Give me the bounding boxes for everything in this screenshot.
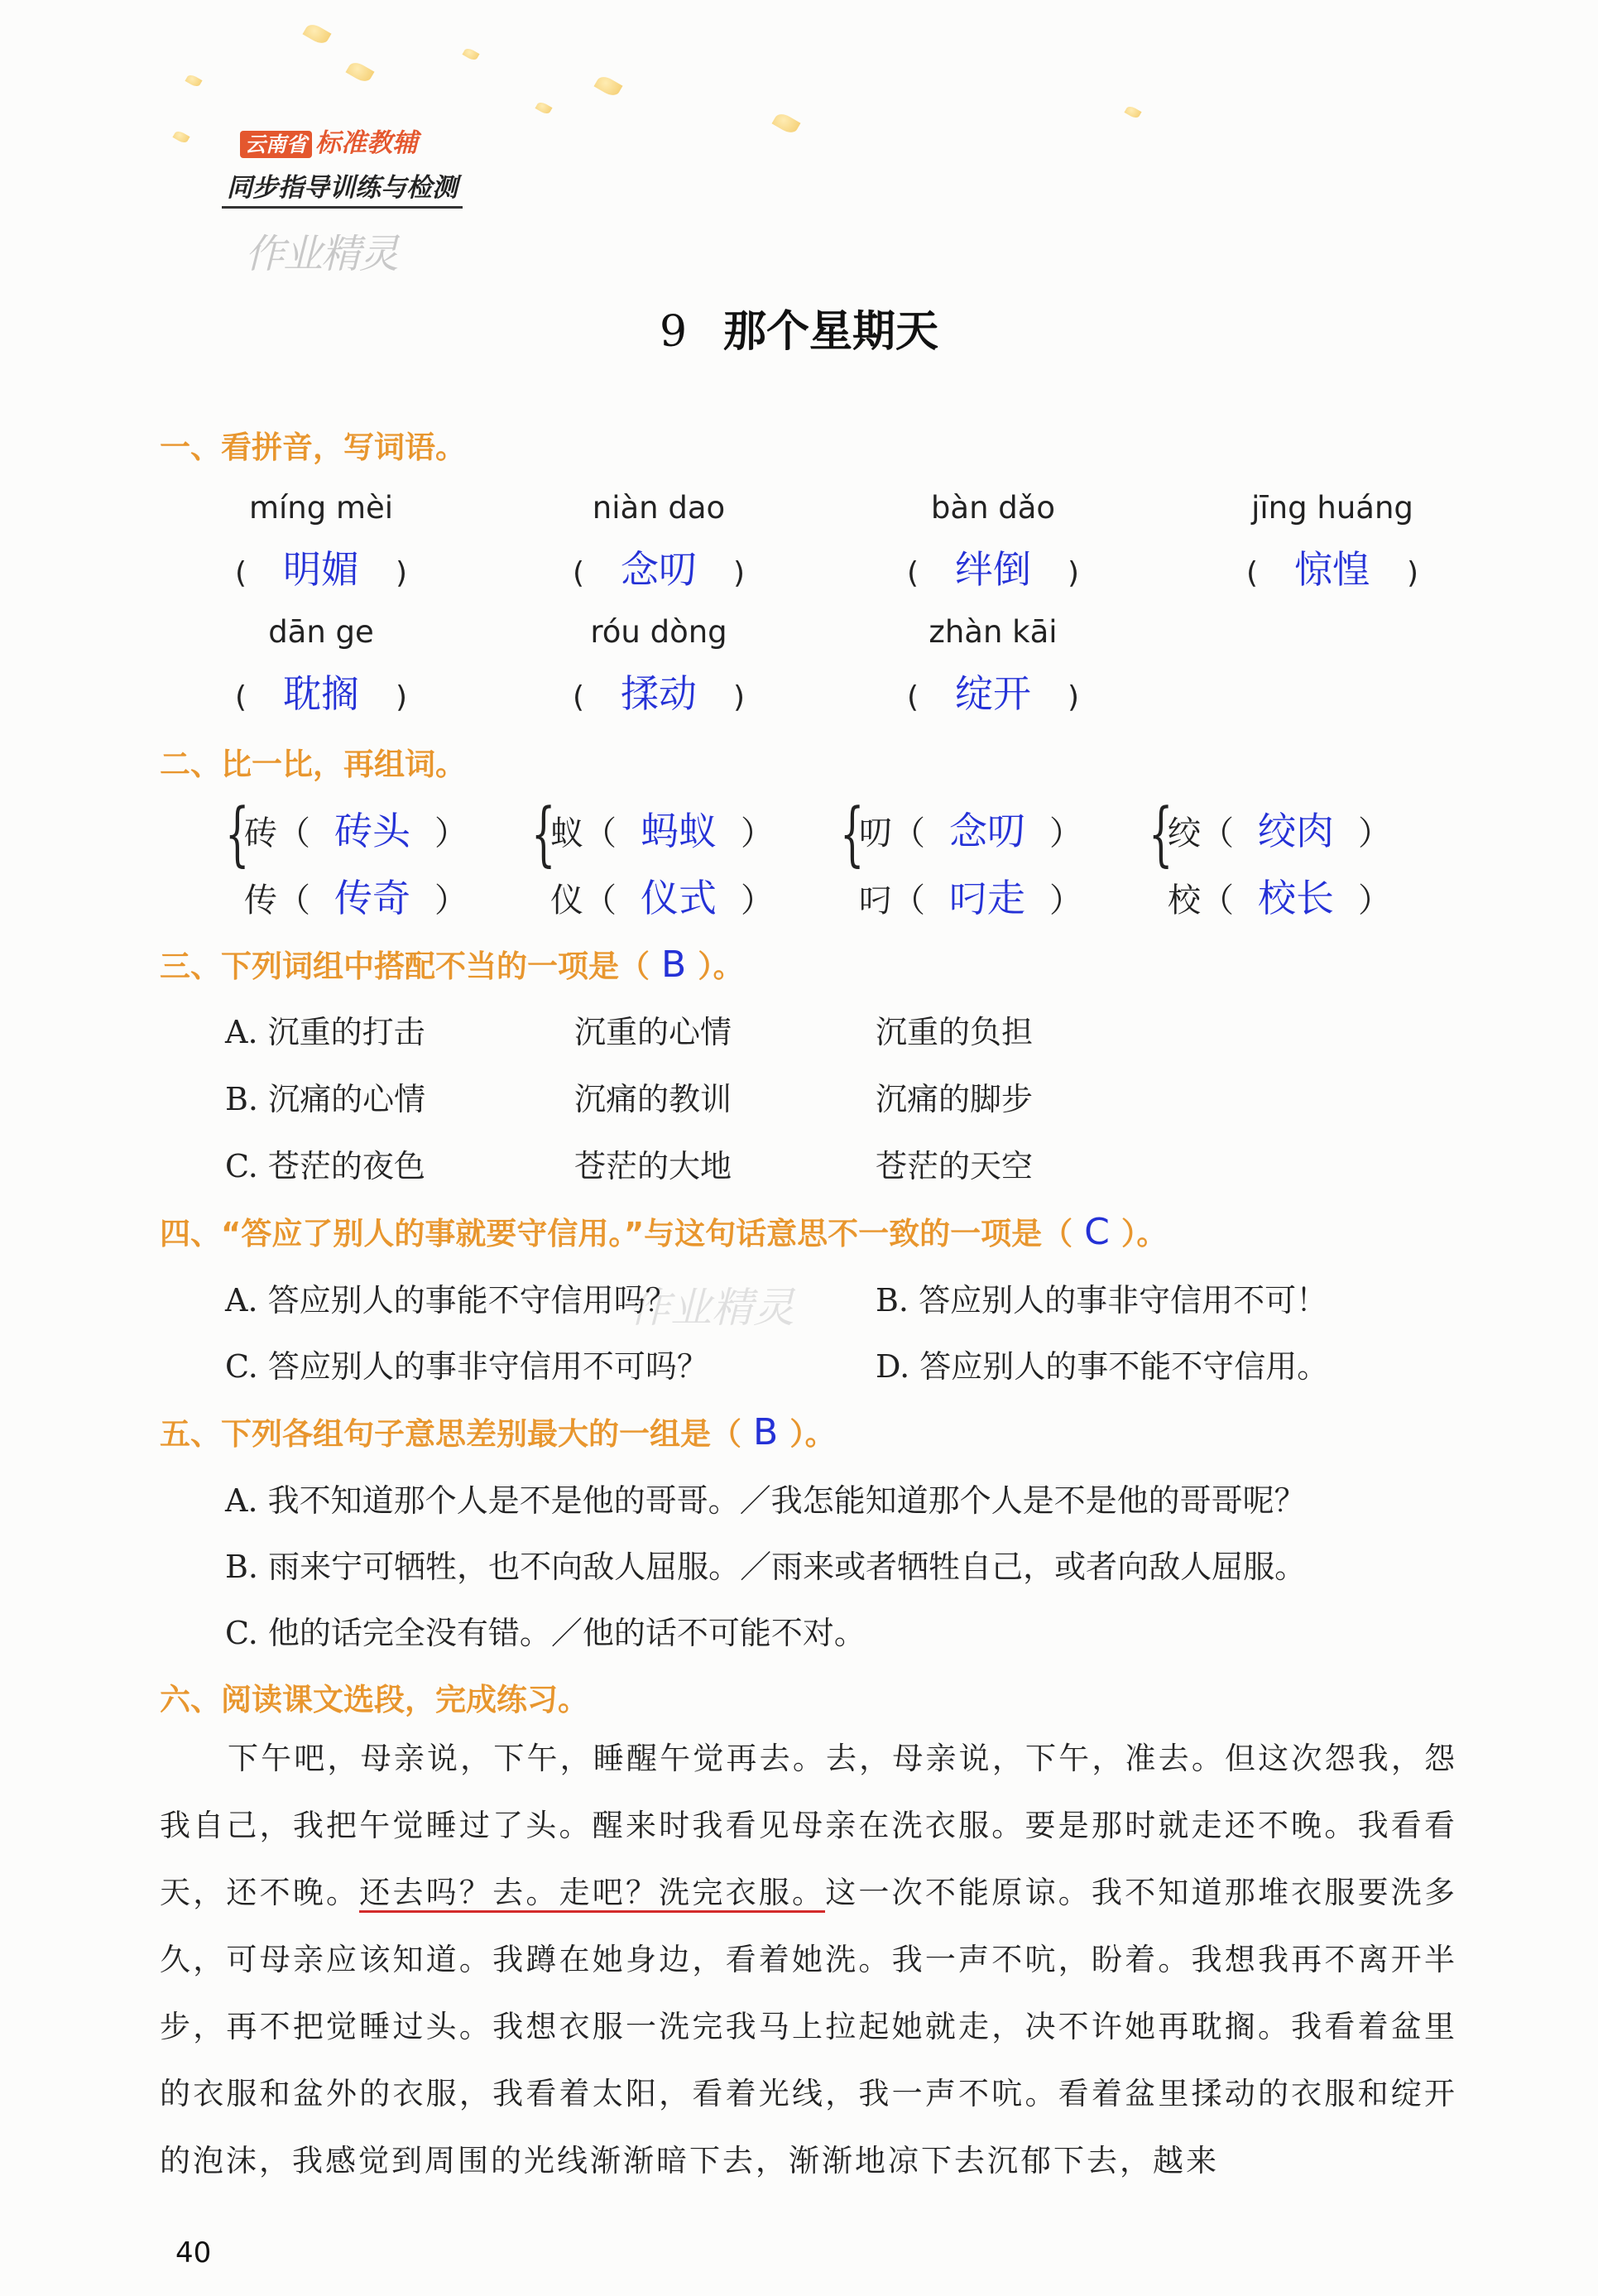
compare-row: 蚁（ 蚂蚁 ） [550,801,774,856]
option-c: 苍茫的天空 [876,1148,1034,1184]
answer-word: 绊倒 [955,547,1031,592]
option-c: 沉痛的脚步 [876,1081,1034,1117]
watermark-center: 作业精灵 [629,1284,794,1332]
lesson-name: 那个星期天 [723,307,939,357]
answer-word: 惊惶 [1294,547,1370,592]
answer-box: ( 念叨 ) [535,540,783,594]
pinyin: míng mèi [248,490,394,526]
brand-logo [240,122,418,159]
answer-word: 揉动 [621,671,697,716]
lesson-title [0,296,1598,358]
char: 绞 [1168,814,1201,853]
answer-word: 绽开 [955,671,1031,716]
section-2-title: 二、比一比，再组词。 [160,747,466,782]
option-label: A. [225,1014,258,1050]
char: 校 [1168,881,1201,920]
compare-row: 仪（ 仪式 ） [550,868,774,923]
option-a: 沉痛的心情 [268,1081,426,1117]
option-b: 沉痛的教训 [574,1081,732,1117]
option-a: A. 我不知道那个人是不是他的哥哥。／我怎能知道那个人是不是他的哥哥呢？ [225,1482,1306,1519]
pinyin: jīng huáng [1251,490,1413,526]
leaf-decoration [1124,104,1141,120]
answer-choice: C [1084,1211,1110,1253]
answer-word: 念叨 [621,547,697,592]
section-6-title: 六、阅读课文选段，完成练习。 [160,1682,588,1717]
char: 叨 [859,814,892,853]
option-label: B. [225,1081,259,1117]
char: 蚁 [550,814,583,853]
answer-box: ( 绽开 ) [869,664,1117,718]
question-text: 三、下列词组中搭配不当的一项是（ [160,949,650,984]
pinyin: dān ge [268,614,374,650]
answer-word: 明媚 [283,547,359,592]
brace: { [225,793,250,874]
pinyin: bàn dǎo [930,490,1056,526]
brace: { [531,793,556,874]
brace: { [1149,793,1173,874]
answer-word: 仪式 [641,876,717,920]
option-b: 沉重的心情 [574,1014,732,1050]
answer-word: 耽搁 [283,671,359,716]
leaf-decoration [346,60,375,85]
question-text: 四、“答应了别人的事就要守信用。”与这句话意思不一致的一项是（ [160,1216,1073,1251]
answer-choice: B [661,944,687,986]
brand-tag: 云南省 [240,131,312,158]
answer-word: 砖头 [334,809,410,853]
answer-word: 绞肉 [1258,809,1334,853]
series-title: 同步指导训练与检测 [222,166,463,209]
compare-row: 叨（ 念叨 ） [859,801,1082,856]
answer-box: ( 绊倒 ) [869,540,1117,594]
pinyin: róu dòng [590,614,727,650]
brace: { [840,793,865,874]
question-text: 五、下列各组句子意思差别最大的一组是（ [160,1416,741,1452]
answer-word: 蚂蚁 [641,809,717,853]
option-row [225,1074,425,1119]
option-label: C. [225,1148,258,1184]
leaf-decoration [185,73,202,89]
section-5-title [160,1409,836,1453]
brand-name: 标准教辅 [315,128,419,158]
leaf-decoration [462,46,479,62]
page-number: 40 [175,2236,212,2270]
leaf-decoration [535,100,552,116]
reading-passage [160,1725,1457,2194]
section-3-title [160,941,744,986]
passage-text: 这一次不能原谅。我不知道那堆衣服要洗多久，可母亲应该知道。我蹲在她身边，看着她洗。我一声不吭，盼着。我想我再不离开半步，再不把觉睡过头。我想衣服一洗完我马上拉起她就走，决不许她再耽搁。我看着盆里的衣服和盆外的衣服，我看着太阳，看着光线，我一声不吭。看着盆里揉动的衣服和绽开的泡沫，我感觉到周围的光线渐渐暗下去，渐渐地凉下去沉郁下去，越来 [160,1875,1458,2178]
option-c: 沉重的负担 [876,1014,1034,1050]
passage-text: 下午吧，母亲说，下午，睡醒午觉再去。去，母亲说，下午，准去。但这次怨我，怨我自己，我把午觉睡过了头。醒来时我看见母亲在洗衣服。要是那时就走还不晚。我看看天，还不晚。 [160,1741,1457,1910]
char: 仪 [550,881,583,920]
answer-word: 校长 [1258,876,1334,920]
question-end: ）。 [1121,1216,1168,1251]
option-b: 苍茫的大地 [574,1148,732,1184]
option-c: C. 他的话完全没有错。／他的话不可能不对。 [225,1615,866,1651]
option-row [225,1141,425,1186]
char: 砖 [244,814,277,853]
answer-word: 叼走 [949,876,1025,920]
watermark: 作业精灵 [245,231,398,277]
lesson-number: 9 [659,307,688,357]
answer-word: 传奇 [334,876,410,920]
compare-row: 校（ 校长 ） [1168,868,1391,923]
leaf-decoration [303,22,332,47]
char: 叼 [859,881,892,920]
option-row [225,1006,425,1052]
option-b: B. 雨来宁可牺牲，也不向敌人屈服。／雨来或者牺牲自己，或者向敌人屈服。 [225,1549,1307,1585]
pinyin: niàn dao [592,490,726,526]
leaf-decoration [594,74,623,99]
leaf-decoration [172,129,190,145]
answer-choice: B [753,1411,779,1453]
section-4-title [160,1208,1167,1253]
question-end: ）。 [698,949,744,984]
option-a: 苍茫的夜色 [267,1148,425,1184]
answer-word: 念叨 [949,809,1025,853]
option-b: B. 答应别人的事非守信用不可！ [876,1282,1328,1319]
leaf-decoration [772,111,801,137]
char: 传 [244,881,277,920]
answer-box: ( 耽搁 ) [197,664,445,718]
option-c: C. 答应别人的事非守信用不可吗？ [225,1348,708,1385]
compare-row: 叼（ 叼走 ） [859,868,1082,923]
compare-row: 砖（ 砖头 ） [244,801,468,856]
answer-box: ( 明媚 ) [197,540,445,594]
option-d: D. 答应别人的事不能不守信用。 [876,1348,1329,1385]
compare-row: 传（ 传奇 ） [244,868,468,923]
question-end: ）。 [789,1416,836,1452]
underlined-sentence: 还去吗？去。走吧？洗完衣服。 [359,1875,825,1913]
section-1-title: 一、看拼音，写词语。 [160,430,466,465]
answer-box: ( 惊惶 ) [1208,540,1456,594]
pinyin: zhàn kāi [929,614,1058,650]
answer-box: ( 揉动 ) [535,664,783,718]
option-a: 沉重的打击 [267,1014,425,1050]
option-a: A. 答应别人的事能不守信用吗？ [225,1282,677,1319]
compare-row: 绞（ 绞肉 ） [1168,801,1391,856]
